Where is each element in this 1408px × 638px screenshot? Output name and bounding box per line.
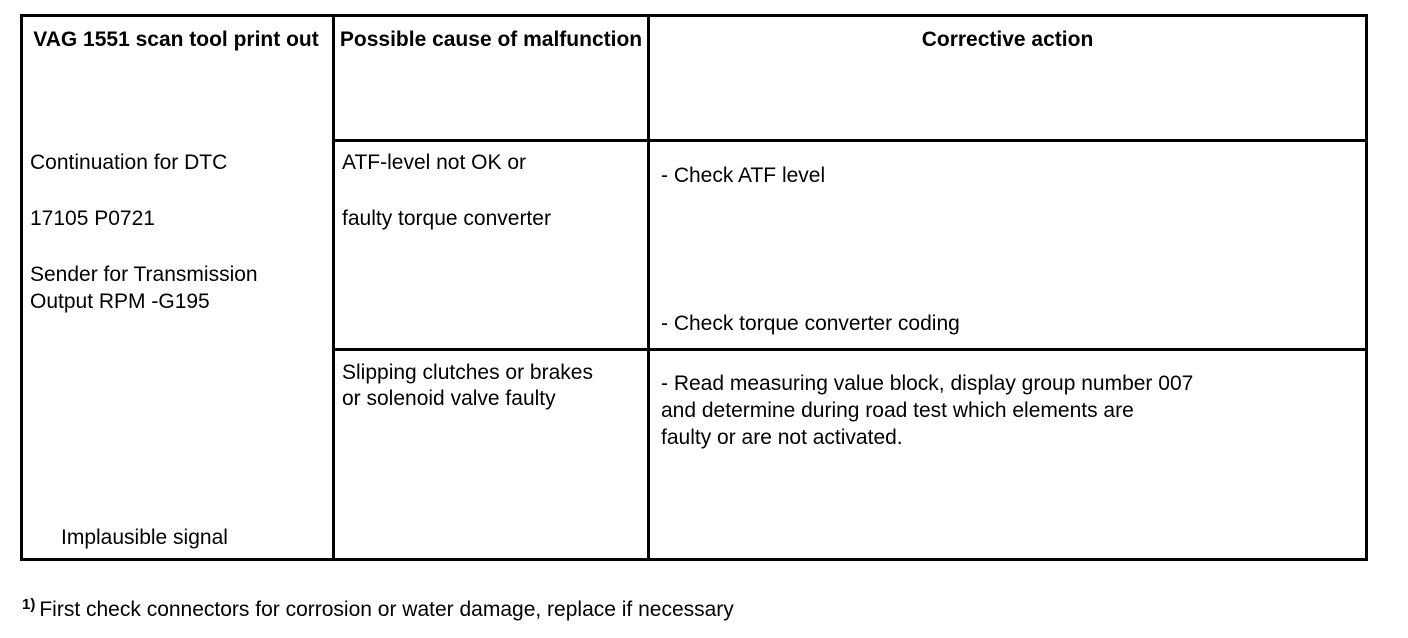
header-divider — [332, 139, 1368, 142]
row2-action-line2: and determine during road test which elements are — [661, 399, 1134, 422]
row2-action-line3: faulty or are not activated. — [661, 426, 903, 449]
header-possible-cause: Possible cause of malfunction — [339, 28, 643, 51]
row2-cause-line1: Slipping clutches or brakes — [342, 361, 593, 384]
row1-cause-line1: ATF-level not OK or — [342, 151, 526, 174]
header-scan-tool-printout: VAG 1551 scan tool print out — [33, 28, 319, 51]
implausible-signal-label: Implausible signal — [61, 526, 228, 549]
dtc-continuation-label: Continuation for DTC — [30, 151, 228, 174]
row2-action-line1: - Read measuring value block, display group number 007 — [661, 372, 1194, 395]
sender-name-line2: Output RPM -G195 — [30, 290, 210, 313]
row1-action-line2: - Check torque converter coding — [661, 312, 960, 335]
row2-cause-line2: or solenoid valve faulty — [342, 387, 556, 410]
row1-action-line1: - Check ATF level — [661, 164, 826, 187]
footnote-text: First check connectors for corrosion or water damage, replace if necessary — [39, 598, 734, 621]
footnote-marker: 1) — [22, 596, 36, 613]
footnote — [22, 590, 734, 625]
column-divider-2 — [647, 14, 650, 561]
dtc-code: 17105 P0721 — [30, 207, 155, 230]
sender-name-line1: Sender for Transmission — [30, 263, 258, 286]
row-divider — [332, 348, 1368, 351]
row1-cause-line2: faulty torque converter — [342, 207, 551, 230]
column-divider-1 — [332, 14, 335, 561]
header-corrective-action: Corrective action — [921, 28, 1094, 51]
